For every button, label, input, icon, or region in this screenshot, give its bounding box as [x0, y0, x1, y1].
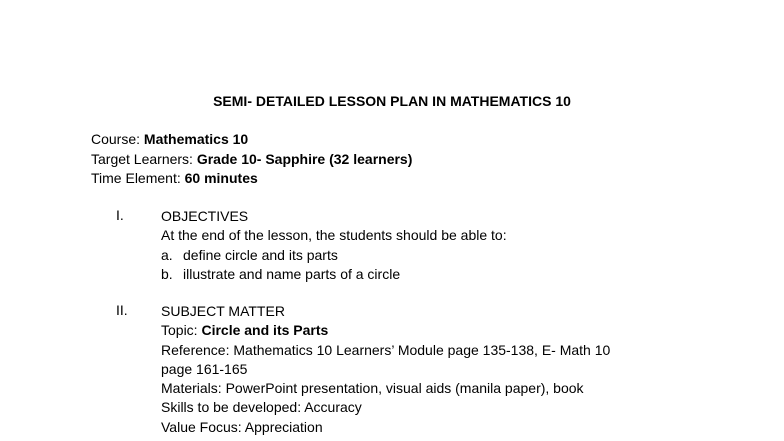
list-item-text: illustrate and name parts of a circle [183, 265, 401, 282]
target-learners-label: Target Learners: [91, 150, 197, 167]
subject-matter-numeral: II. [116, 302, 128, 318]
objectives-numeral: I. [116, 207, 124, 223]
subject-matter-heading: SUBJECT MATTER [161, 303, 285, 319]
lesson-info [91, 130, 412, 189]
target-learners-line [91, 150, 412, 170]
course-value: Mathematics 10 [143, 131, 249, 147]
time-element-label: Time Element: [91, 170, 185, 186]
objectives-heading: OBJECTIVES [161, 208, 249, 224]
list-item-letter: a. [161, 246, 173, 263]
list-item [161, 246, 681, 265]
list-item [161, 265, 681, 284]
time-element-line [91, 169, 412, 189]
objectives-intro: At the end of the lesson, the students should be able to: [161, 227, 507, 244]
topic-value: Circle and its Parts [201, 322, 329, 339]
list-item-letter: b. [161, 265, 173, 282]
value-focus-line: Value Focus: Appreciation [161, 418, 323, 435]
objectives-body [161, 207, 681, 284]
topic-label: Topic: [161, 322, 202, 339]
reference-line-1: Reference: Mathematics 10 Learners’ Module page 135-138, E- Math 10 [161, 341, 611, 358]
subject-matter-body [161, 302, 681, 437]
time-element-value: 60 minutes [184, 170, 258, 186]
materials-line: Materials: PowerPoint presentation, visual aids (manila paper), book [161, 380, 584, 397]
target-learners-value: Grade 10- Sapphire (32 learners) [196, 150, 413, 167]
skills-line: Skills to be developed: Accuracy [161, 399, 362, 416]
course-label: Course: [91, 131, 144, 147]
list-item-text: define circle and its parts [183, 246, 338, 263]
reference-line-2: page 161-165 [161, 360, 248, 377]
document-title: SEMI- DETAILED LESSON PLAN IN MATHEMATICS 10 [213, 93, 571, 109]
course-line [91, 130, 412, 150]
topic-line [161, 321, 681, 340]
